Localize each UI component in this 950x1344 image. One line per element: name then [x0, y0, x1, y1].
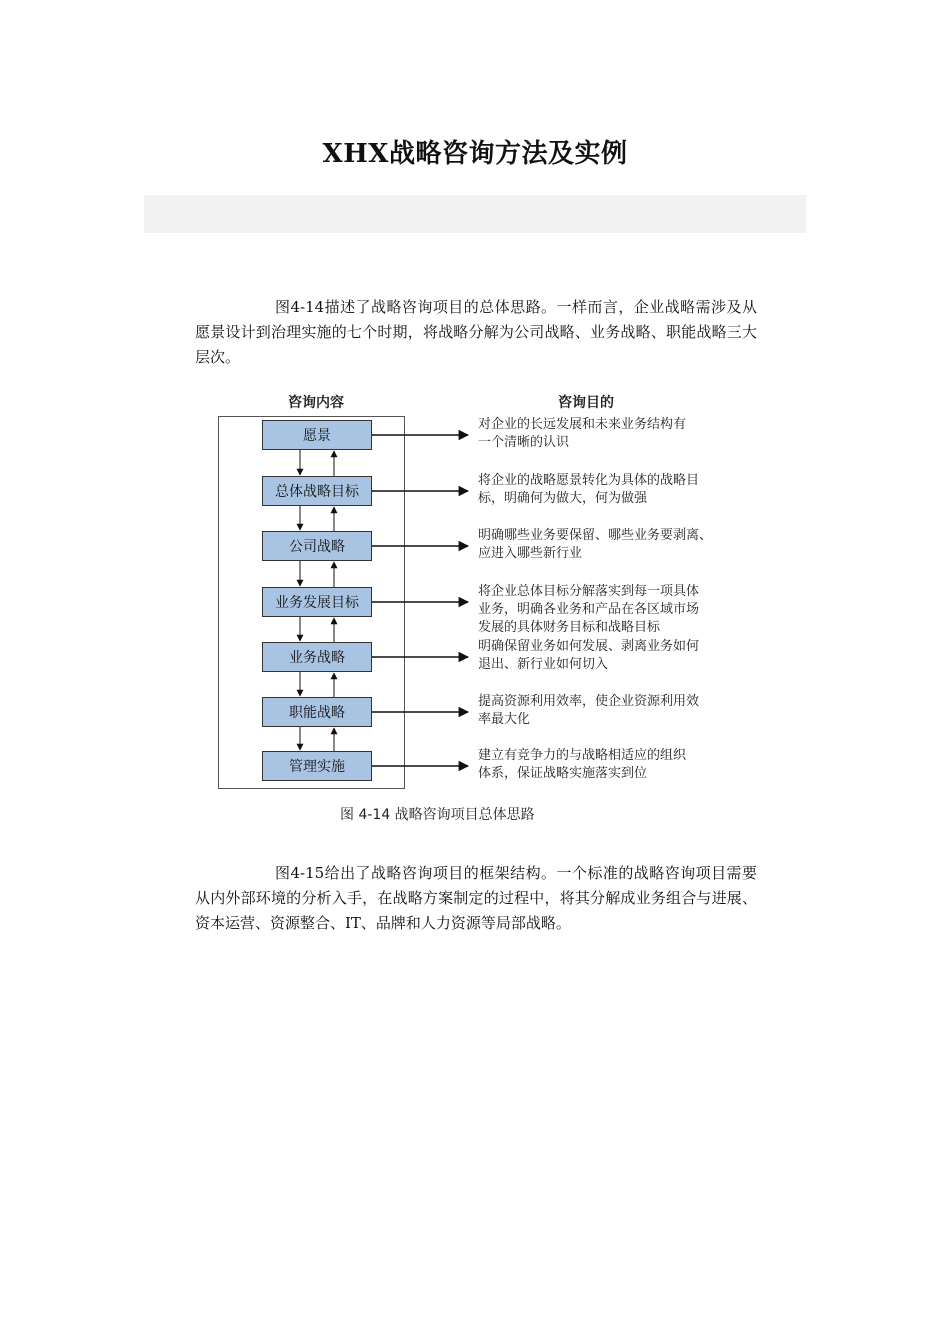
description-line: 将企业的战略愿景转化为具体的战略目 — [478, 473, 700, 488]
step-box-7: 管理实施 — [262, 751, 372, 781]
description-line: 对企业的长远发展和未来业务结构有 — [478, 417, 687, 432]
description-line: 提高资源利用效率，使企业资源利用效 — [478, 694, 700, 709]
description-line: 应进入哪些新行业 — [478, 546, 583, 561]
step-description-5 — [478, 638, 748, 674]
figure-caption: 图 4-14 战略咨询项目总体思路 — [340, 807, 535, 823]
step-description-6 — [478, 693, 748, 729]
description-line: 发展的具体财务目标和战略目标 — [478, 620, 661, 635]
step-description-3 — [478, 527, 748, 563]
description-line: 标，明确何为做大，何为做强 — [478, 491, 648, 506]
step-description-1 — [478, 416, 748, 452]
paragraph-intro: 图4-14描述了战略咨询项目的总体思路。一样而言，企业战略需涉及从愿景设计到治理实施的七个时期，将战略分解为公司战略、业务战略、职能战略三大层次。 — [195, 298, 757, 366]
step-box-4: 业务发展目标 — [262, 587, 372, 617]
right-column-header: 咨询目的 — [558, 395, 614, 411]
description-line: 体系，保证战略实施落实到位 — [478, 766, 648, 781]
step-box-6: 职能战略 — [262, 697, 372, 727]
description-line: 建立有竞争力的与战略相适应的组织 — [478, 748, 687, 763]
paragraph-framework: 图4-15给出了战略咨询项目的框架结构。一个标准的战略咨询项目需要从内外部环境的分析入手，在战略方案制定的过程中，将其分解成业务组合与进展、资本运营、资源整合、IT、品牌和人力资源等局部战略。 — [195, 864, 757, 932]
step-box-2: 总体战略目标 — [262, 476, 372, 506]
document-title: XHX战略咨询方法及实例 — [322, 139, 628, 169]
description-line: 业务，明确各业务和产品在各区域市场 — [478, 602, 700, 617]
step-box-1: 愿景 — [262, 420, 372, 450]
step-description-4 — [478, 583, 748, 637]
description-line: 明确哪些业务要保留、哪些业务要剥离、 — [478, 528, 713, 543]
strategy-flow-diagram — [210, 388, 750, 828]
step-box-3: 公司战略 — [262, 531, 372, 561]
step-description-7 — [478, 747, 748, 783]
step-box-5: 业务战略 — [262, 642, 372, 672]
description-line: 将企业总体目标分解落实到每一项具体 — [478, 584, 700, 599]
header-band — [144, 195, 806, 233]
description-line: 退出、新行业如何切入 — [478, 657, 609, 672]
description-line: 明确保留业务如何发展、剥离业务如何 — [478, 639, 700, 654]
description-line: 率最大化 — [478, 712, 531, 727]
step-description-2 — [478, 472, 748, 508]
description-line: 一个清晰的认识 — [478, 435, 570, 450]
left-column-header: 咨询内容 — [288, 395, 344, 411]
